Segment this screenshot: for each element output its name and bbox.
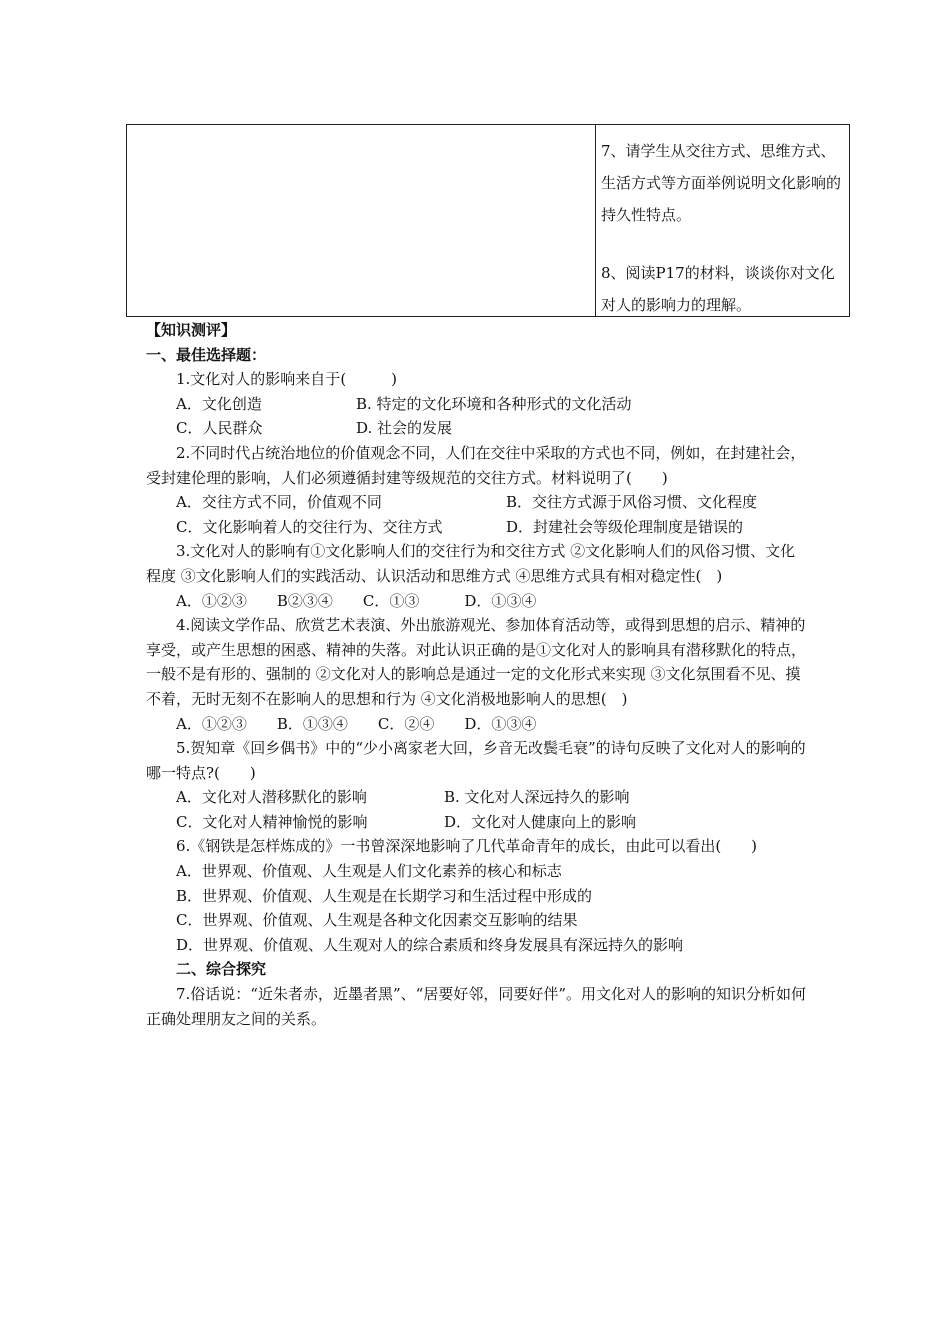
q6-stem: 6.《钢铁是怎样炼成的》一书曾深深地影响了几代革命青年的成长，由此可以看出( ) (176, 837, 758, 856)
q6-option-b: B．世界观、价值观、人生观是在长期学习和生活过程中形成的 (176, 886, 593, 905)
q5-options-row2 (146, 810, 810, 835)
q5-options-row1 (146, 785, 810, 810)
q4-options: A．①②③ B．①③④ C．②④ D．①③④ (176, 714, 537, 733)
q3-options: A．①②③ B②③④ C．①③ D．①③④ (176, 591, 537, 610)
q1-option-b: B. 特定的文化环境和各种形式的文化活动 (356, 394, 632, 413)
q1-option-c: C．人民群众 (176, 419, 263, 438)
q1-option-d: D. 社会的发展 (356, 419, 453, 438)
quiz-content (146, 318, 810, 1031)
q2-options-row2 (146, 515, 810, 540)
section-title: 【知识测评】 (146, 321, 237, 339)
q5-option-c: C．文化对人精神愉悦的影响 (176, 812, 368, 831)
q2-option-d: D．封建社会等级伦理制度是错误的 (506, 517, 744, 536)
q1-stem: 1.文化对人的影响来自于( ) (176, 370, 398, 389)
q7-stem: 7.俗话说：“近朱者赤，近墨者黑”、“居要好邻，同要好伴”。用文化对人的影响的知识分析如何正确处理朋友之间的关系。 (146, 985, 806, 1028)
q3-stem: 3.文化对人的影响有①文化影响人们的交往行为和交往方式 ②文化影响人们的风俗习惯、文化程度 ③文化影响人们的实践活动、认识活动和思维方式 ④思维方式具有相对稳定性( ) (146, 542, 796, 585)
lesson-table (126, 124, 850, 317)
q6-option-d: D．世界观、价值观、人生观对人的综合素质和终身发展具有深远持久的影响 (176, 935, 684, 954)
q2-option-c: C．文化影响着人的交往行为、交往方式 (176, 517, 443, 536)
table-item-7: 7、请学生从交往方式、思维方式、生活方式等方面举例说明文化影响的持久性特点。 (601, 142, 842, 224)
q6-option-a: A．世界观、价值观、人生观是人们文化素养的核心和标志 (176, 862, 562, 881)
q1-option-a: A．文化创造 (176, 394, 262, 413)
q5-option-d: D．文化对人健康向上的影响 (444, 812, 637, 831)
q2-stem: 2.不同时代占统治地位的价值观念不同，人们在交往中采取的方式也不同，例如，在封建社会，受封建伦理的影响，人们必须遵循封建等级规范的交往方式。材料说明了( ) (146, 443, 806, 487)
q5-stem: 5.贺知章《回乡偶书》中的“少小离家老大回，乡音无改鬓毛衰”的诗句反映了文化对人的影响的哪一特点?( ) (146, 739, 806, 782)
part2-title: 二、综合探究 (176, 960, 267, 979)
q2-options-row1 (146, 490, 810, 515)
q2-option-b: B．交往方式源于风俗习惯、文化程度 (506, 493, 758, 512)
q1-options-row1 (146, 392, 810, 417)
table-item-8: 8、阅读P17的材料，谈谈你对文化对人的影响力的理解。 (601, 264, 835, 314)
q4-stem: 4.阅读文学作品、欣赏艺术表演、外出旅游观光、参加体育活动等，或得到思想的启示、精神的享受，或产生思想的困惑、精神的失落。对此认识正确的是①文化对人的影响具有潜移默化的特点，一般不是有形的、强制的 ②文化对人的影响总是通过一定的文化形式来实现 ③文化氛围看不见、摸不着，无时无刻不在影响人的思想和行为 ④文化消极地影响人的思想( ) (146, 616, 807, 708)
part1-title: 一、最佳选择题： (146, 345, 267, 364)
table-column-divider (595, 125, 596, 316)
q6-option-c: C．世界观、价值观、人生观是各种文化因素交互影响的结果 (176, 911, 578, 930)
table-right-cell (601, 125, 847, 321)
q5-option-a: A．文化对人潜移默化的影响 (176, 788, 367, 807)
q1-options-row2 (146, 416, 810, 441)
q2-option-a: A．交往方式不同，价值观不同 (176, 493, 382, 512)
q5-option-b: B. 文化对人深远持久的影响 (444, 788, 630, 807)
